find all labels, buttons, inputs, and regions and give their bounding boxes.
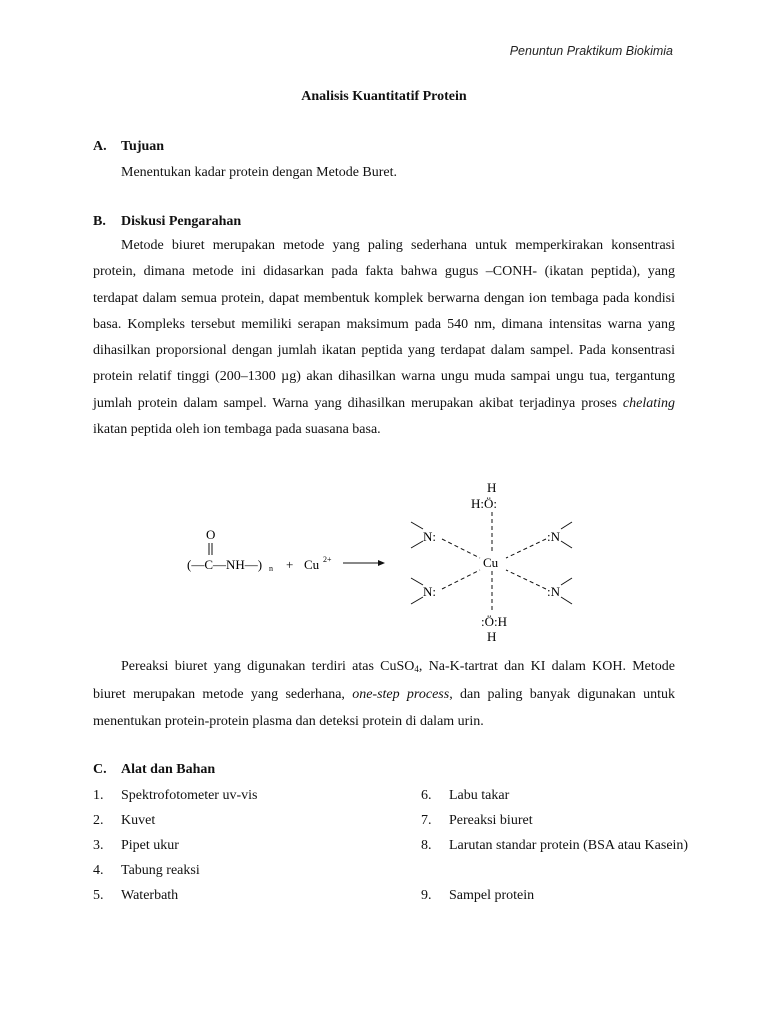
stub-ur-bottom	[561, 541, 572, 548]
bond-upper-right	[506, 539, 546, 558]
paragraph-2-text-a: Pereaksi biuret yang digunakan terdiri atas CuSO	[121, 659, 415, 674]
biuret-reaction-diagram	[180, 478, 600, 648]
running-header: Penuntun Praktikum Biokimia	[509, 44, 673, 58]
paragraph-2-text-c: , dan paling banyak digunakan untuk menentukan protein-protein plasma dan deteksi protein di dalam urin.	[93, 687, 675, 729]
list-item-text: Kuvet	[121, 813, 156, 828]
reaction-arrow-head	[378, 560, 385, 566]
list-item-text: Pipet ukur	[121, 838, 179, 853]
section-b-title: Diskusi Pengarahan	[121, 214, 242, 229]
paragraph-1-italic: chelating	[622, 395, 675, 411]
paragraph-1-text-a: Metode biuret merupakan metode yang paling sederhana untuk memperkirakan konsentrasi protein, dimana metode ini didasarkan pada fakta bahwa gugus –CONH- (ikatan peptida), yang terdapat dalam semua protein, dapat membentuk komplek berwarna dengan ion tembaga pada kondisi basa. Kompleks tersebut memiliki serapan maksimum pada 540 nm, dimana intensitas warna yang dihasilkan proporsional dengan jumlah ikatan peptida yang terdapat dalam sampel. Pada konsentrasi protein relatif tinggi (200–1300 µg) akan dihasilkan warna ungu muda sampai ungu tua, tergantung jumlah protein dalam sampel. Warna yang dihasilkan merupakan akibat terjadinya proses	[93, 238, 675, 411]
bond-lower-right	[506, 570, 546, 589]
list-item-number: 9.	[421, 888, 432, 903]
nitrogen-upper-right: :N	[547, 529, 560, 544]
section-a-heading	[93, 139, 164, 155]
paragraph-2-subscript: 4	[414, 664, 419, 674]
bottom-hydrogen: H	[487, 629, 497, 644]
section-c-title: Alat dan Bahan	[121, 762, 216, 777]
stub-lr-bottom	[561, 597, 572, 604]
section-a-title: Tujuan	[121, 139, 165, 154]
list-item-text: Larutan standar protein (BSA atau Kasein)	[449, 838, 689, 853]
subscript-n: n	[269, 564, 273, 573]
copper-charge: 2+	[323, 555, 332, 564]
paragraph-2-text-b: , Na-K-tartrat dan KI dalam KOH. Metode biuret merupakan metode yang sederhana,	[93, 659, 675, 703]
copper-center: Cu	[483, 555, 499, 570]
list-item-number: 8.	[421, 838, 432, 853]
list-item-number: 5.	[93, 888, 104, 903]
stub-ul-top	[411, 522, 423, 529]
plus-sign: +	[286, 557, 294, 572]
top-hydrogen: H	[487, 480, 497, 495]
section-c-heading	[93, 762, 215, 778]
section-b-letter: B.	[93, 214, 106, 229]
section-a-letter: A.	[93, 139, 107, 154]
carbonyl-oxygen: O	[206, 527, 216, 542]
list-item-number: 2.	[93, 813, 104, 828]
section-a-body: Menentukan kadar protein dengan Metode Buret.	[121, 165, 398, 180]
paragraph-2-italic: one-step process	[352, 687, 450, 703]
list-item-text: Tabung reaksi	[121, 863, 200, 878]
bond-lower-left	[442, 570, 480, 589]
bottom-hydroxide: :Ö:H	[481, 614, 507, 629]
stub-ur-top	[561, 522, 572, 529]
nitrogen-lower-left: N:	[423, 584, 436, 599]
list-item-number: 3.	[93, 838, 104, 853]
list-item-text: Waterbath	[121, 888, 179, 903]
list-item-number: 7.	[421, 813, 432, 828]
section-c-letter: C.	[93, 762, 107, 777]
top-water: H:Ö:	[471, 496, 497, 511]
document-title: Analisis Kuantitatif Protein	[301, 89, 467, 104]
list-item-text: Spektrofotometer uv-vis	[121, 788, 258, 803]
nitrogen-upper-left: N:	[423, 529, 436, 544]
stub-ul-bottom	[411, 541, 423, 548]
section-b-paragraph-1	[93, 233, 675, 443]
section-b-paragraph-2	[93, 654, 675, 735]
list-item-text: Pereaksi biuret	[449, 813, 533, 828]
stub-lr-top	[561, 578, 572, 585]
bond-upper-left	[442, 539, 480, 558]
list-item-number: 1.	[93, 788, 104, 803]
biuret-reaction-figure	[180, 478, 600, 648]
paragraph-1-text-b: ikatan peptida oleh ion tembaga pada suasana basa.	[93, 422, 381, 438]
nitrogen-lower-right: :N	[547, 584, 560, 599]
list-item-text: Sampel protein	[449, 888, 535, 903]
stub-ll-top	[411, 578, 423, 585]
section-b-heading	[93, 214, 241, 230]
stub-ll-bottom	[411, 597, 423, 604]
list-item-number: 4.	[93, 863, 104, 878]
list-item-number: 6.	[421, 788, 432, 803]
copper-ion: Cu	[304, 557, 320, 572]
list-item-text: Labu takar	[449, 788, 510, 803]
peptide-chain: (—C—NH—)	[187, 557, 263, 572]
